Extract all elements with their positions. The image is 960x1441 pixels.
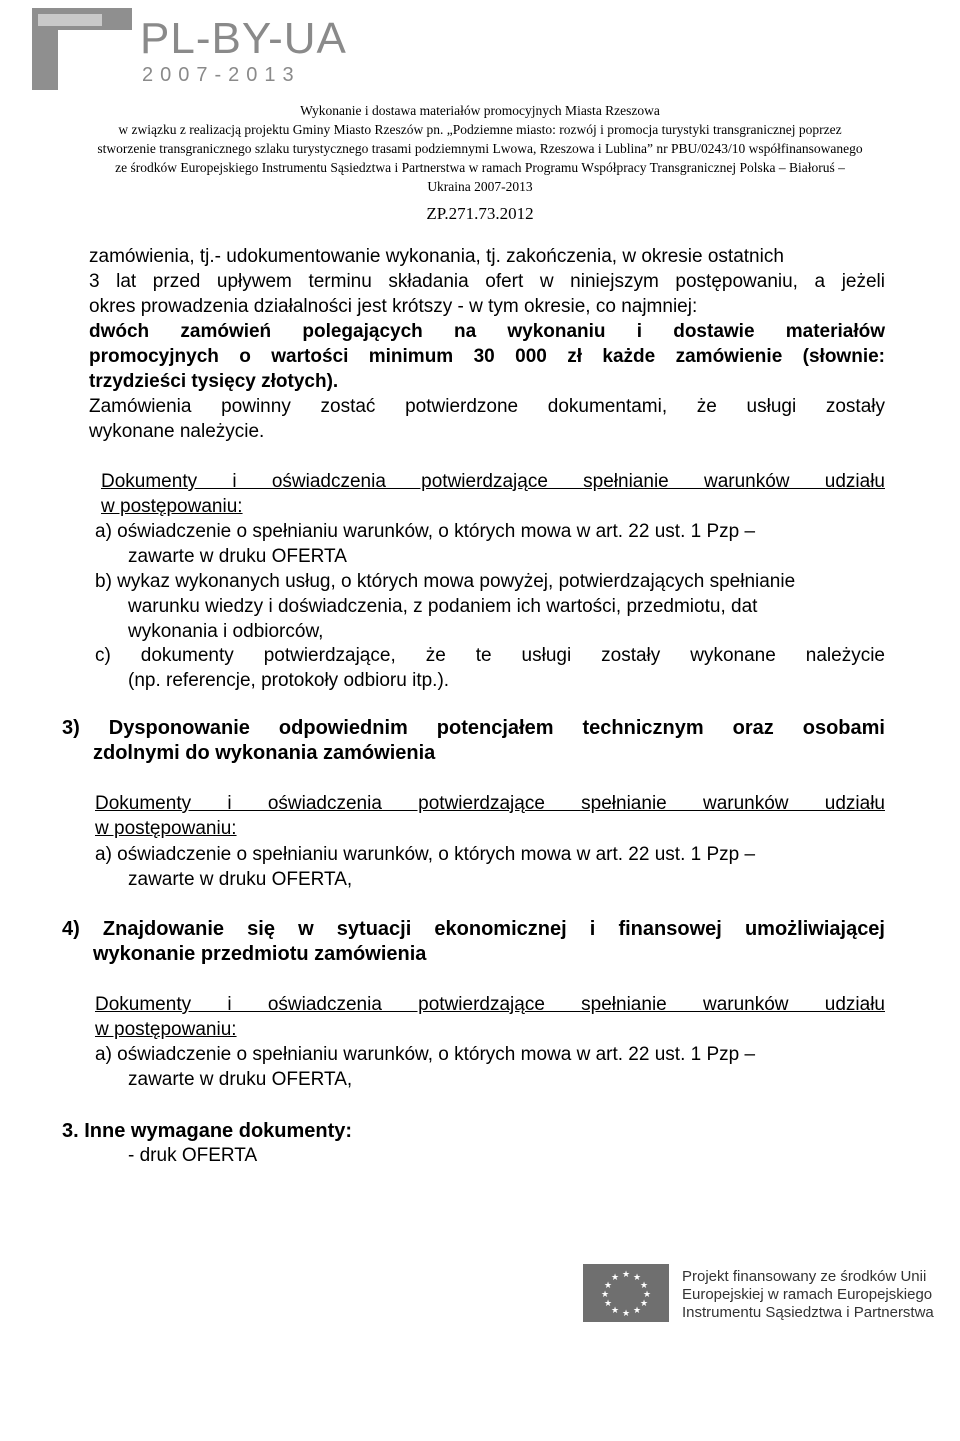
- body-line-bold: trzydzieści tysięcy złotych).: [89, 371, 339, 392]
- header-line: ze środków Europejskiego Instrumentu Sąsiedztwa i Partnerstwa w ramach Programu Współpracy Transgranicznej Polska – Białoruś –: [115, 160, 845, 175]
- logo-years: 2007-2013: [142, 64, 301, 86]
- body-line-bold: promocyjnych o wartości minimum 30 000 zł każde zamówienie (słownie:: [89, 346, 885, 367]
- body-line: zamówienia, tj.- udokumentowanie wykonania, tj. zakończenia, w okresie ostatnich: [89, 246, 784, 267]
- section-other-docs-heading: 3. Inne wymagane dokumenty:: [62, 1120, 353, 1142]
- body-line: 3 lat przed upływem terminu składania ofert w niniejszym postępowaniu, a jeżeli: [89, 271, 885, 292]
- docs-heading: Dokumenty i oświadczenia potwierdzające spełnianie warunków udziału: [95, 793, 885, 814]
- section-4-heading: wykonanie przedmiotu zamówienia: [93, 943, 427, 965]
- docs-heading: Dokumenty i oświadczenia potwierdzające spełnianie warunków udziału: [95, 994, 885, 1015]
- list-item-b-cont: warunku wiedzy i doświadczenia, z podaniem ich wartości, przedmiotu, dat: [128, 596, 758, 617]
- list-item-b-cont: wykonania i odbiorców,: [128, 621, 324, 642]
- body-line: okres prowadzenia działalności jest krótszy - w tym okresie, co najmniej:: [89, 296, 698, 317]
- list-item-b: b) wykaz wykonanych usług, o których mowa powyżej, potwierdzających spełnianie: [95, 571, 796, 592]
- list-item-a: a) oświadczenie o spełnianiu warunków, o których mowa w art. 22 ust. 1 Pzp –: [95, 521, 756, 542]
- body-line: Zamówienia powinny zostać potwierdzone dokumentami, że usługi zostały: [89, 396, 885, 417]
- list-item-a-cont: zawarte w druku OFERTA: [128, 546, 347, 567]
- header-line: w związku z realizacją projektu Gminy Miasto Rzeszów pn. „Podziemne miasto: rozwój i promocja turystyki transgranicznej poprzez: [118, 122, 842, 137]
- eu-funding-text: [682, 1268, 934, 1322]
- list-item-a: a) oświadczenie o spełnianiu warunków, o których mowa w art. 22 ust. 1 Pzp –: [95, 844, 756, 865]
- reference-number: ZP.271.73.2012: [426, 204, 534, 223]
- header-line: Wykonanie i dostawa materiałów promocyjnych Miasta Rzeszowa: [300, 103, 660, 118]
- list-item-a-cont: zawarte w druku OFERTA,: [128, 869, 353, 890]
- section-3-heading: 3) Dysponowanie odpowiednim potencjałem technicznym oraz osobami: [62, 717, 885, 739]
- program-logo: [32, 8, 347, 90]
- list-item-a-cont: zawarte w druku OFERTA,: [128, 1069, 353, 1090]
- docs-heading: w postępowaniu:: [101, 496, 243, 517]
- body-line: wykonane należycie.: [89, 421, 265, 442]
- logo-title: PL-BY-UA: [140, 14, 347, 63]
- section-4-heading: 4) Znajdowanie się w sytuacji ekonomicznej i finansowej umożliwiającej: [62, 918, 885, 940]
- docs-heading: Dokumenty i oświadczenia potwierdzające spełnianie warunków udziału: [101, 471, 885, 492]
- eu-funding-line: Europejskiej w ramach Europejskiego: [682, 1286, 933, 1303]
- eu-flag-icon: ★ ★ ★ ★ ★ ★ ★ ★ ★ ★ ★ ★: [583, 1264, 669, 1322]
- list-item-c-cont: (np. referencje, protokoły odbioru itp.).: [128, 670, 450, 691]
- list-item-c: c) dokumenty potwierdzające, że te usługi zostały wykonane należycie: [95, 645, 885, 666]
- body-line-bold: dwóch zamówień polegających na wykonaniu i dostawie materiałów: [89, 321, 885, 342]
- header-line: Ukraina 2007-2013: [427, 179, 533, 194]
- docs-heading: w postępowaniu:: [95, 818, 237, 839]
- header-line: stworzenie transgranicznego szlaku turystycznego trasami podziemnymi Lwowa, Rzeszowa i Lublina” nr PBU/0243/10 współfinansowanego: [97, 141, 863, 156]
- eu-funding-line: Projekt finansowany ze środków Unii: [682, 1268, 927, 1285]
- other-docs-item: - druk OFERTA: [128, 1145, 258, 1166]
- section-3-heading: zdolnymi do wykonania zamówienia: [93, 742, 436, 764]
- docs-heading: w postępowaniu:: [95, 1019, 237, 1040]
- eu-funding-line: Instrumentu Sąsiedztwa i Partnerstwa: [682, 1304, 934, 1321]
- logo-mark: [32, 8, 132, 90]
- list-item-a: a) oświadczenie o spełnianiu warunków, o których mowa w art. 22 ust. 1 Pzp –: [95, 1044, 756, 1065]
